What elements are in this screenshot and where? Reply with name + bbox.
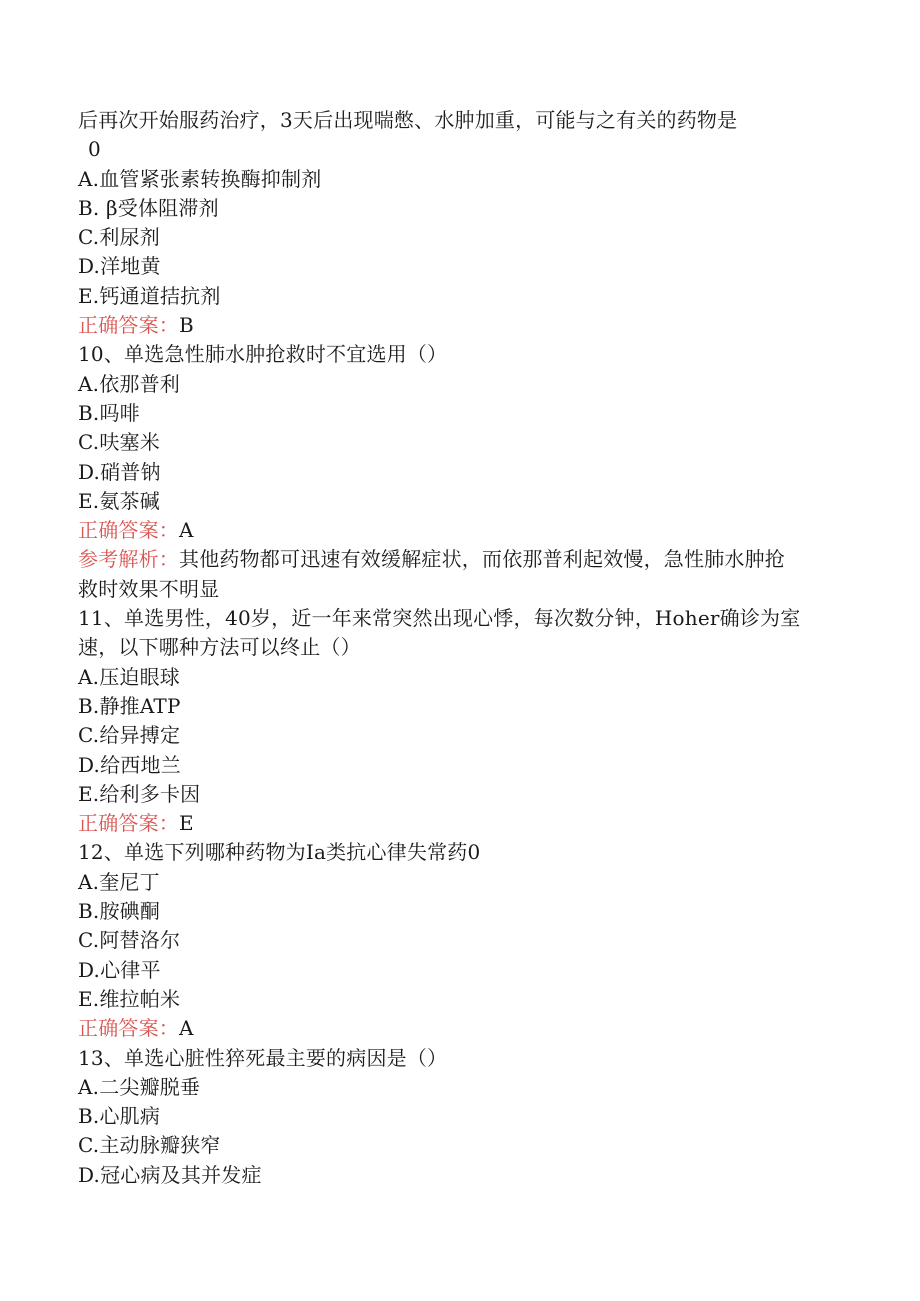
- answer-option: A.奎尼丁: [78, 869, 160, 894]
- correct-answer: [78, 311, 848, 340]
- answer-option: D.给西地兰: [78, 752, 181, 777]
- correct-answer: [78, 516, 848, 545]
- answer-value: A: [179, 518, 194, 543]
- analysis-label: 参考解析：: [78, 547, 179, 572]
- answer-value: B: [179, 313, 194, 338]
- question-text: 11、单选男性，40岁，近一年来常突然出现心悸，每次数分钟，Hoher确诊为室: [78, 606, 801, 631]
- answer-label: 正确答案：: [78, 518, 179, 543]
- analysis-text: 救时效果不明显: [78, 576, 220, 601]
- document-page: [78, 106, 848, 1190]
- answer-option: A.压迫眼球: [78, 664, 181, 689]
- answer-option: D.洋地黄: [78, 254, 161, 279]
- answer-option: D.心律平: [78, 957, 161, 982]
- analysis-text: 其他药物都可迅速有效缓解症状，而依那普利起效慢，急性肺水肿抢: [179, 547, 785, 572]
- answer-option: B.静推ATP: [78, 693, 181, 718]
- answer-label: 正确答案：: [78, 313, 179, 338]
- answer-option: C.阿替洛尔: [78, 928, 181, 953]
- answer-option: D.冠心病及其并发症: [78, 1162, 262, 1187]
- question-text: 速，以下哪种方法可以终止（）: [78, 635, 361, 660]
- answer-option: B.胺碘酮: [78, 899, 161, 924]
- answer-option: B. β受体阻滞剂: [78, 195, 219, 220]
- answer-value: E: [179, 811, 194, 836]
- answer-value: A: [179, 1016, 194, 1041]
- body-text: 后再次开始服药治疗，3天后出现喘憋、水肿加重，可能与之有关的药物是: [78, 108, 738, 132]
- reference-analysis: [78, 545, 848, 574]
- answer-option: A.血管紧张素转换酶抑制剂: [78, 166, 322, 191]
- answer-label: 正确答案：: [78, 1016, 179, 1041]
- reference-analysis: [78, 575, 848, 604]
- answer-option: E.钙通道拮抗剂: [78, 283, 221, 308]
- answer-option: C.利尿剂: [78, 225, 160, 250]
- question-text: 13、单选心脏性猝死最主要的病因是（）: [78, 1045, 448, 1070]
- answer-option: C.给异搏定: [78, 723, 181, 748]
- answer-option: C.主动脉瓣狭窄: [78, 1133, 221, 1158]
- correct-answer: [78, 1014, 848, 1043]
- body-text: 0: [88, 137, 101, 162]
- answer-option: A.依那普利: [78, 371, 181, 396]
- answer-option: E.氨茶碱: [78, 488, 160, 513]
- answer-option: A.二尖瓣脱垂: [78, 1074, 201, 1099]
- answer-option: E.给利多卡因: [78, 781, 201, 806]
- answer-option: B.心肌病: [78, 1104, 161, 1129]
- answer-label: 正确答案：: [78, 811, 179, 836]
- answer-option: B.吗啡: [78, 400, 140, 425]
- answer-option: D.硝普钠: [78, 459, 161, 484]
- answer-option: E.维拉帕米: [78, 986, 181, 1011]
- correct-answer: [78, 809, 848, 838]
- question-text: 12、单选下列哪种药物为Ia类抗心律失常药0: [78, 840, 481, 865]
- question-text: 10、单选急性肺水肿抢救时不宜选用（）: [78, 342, 448, 367]
- answer-option: C.呋塞米: [78, 430, 160, 455]
